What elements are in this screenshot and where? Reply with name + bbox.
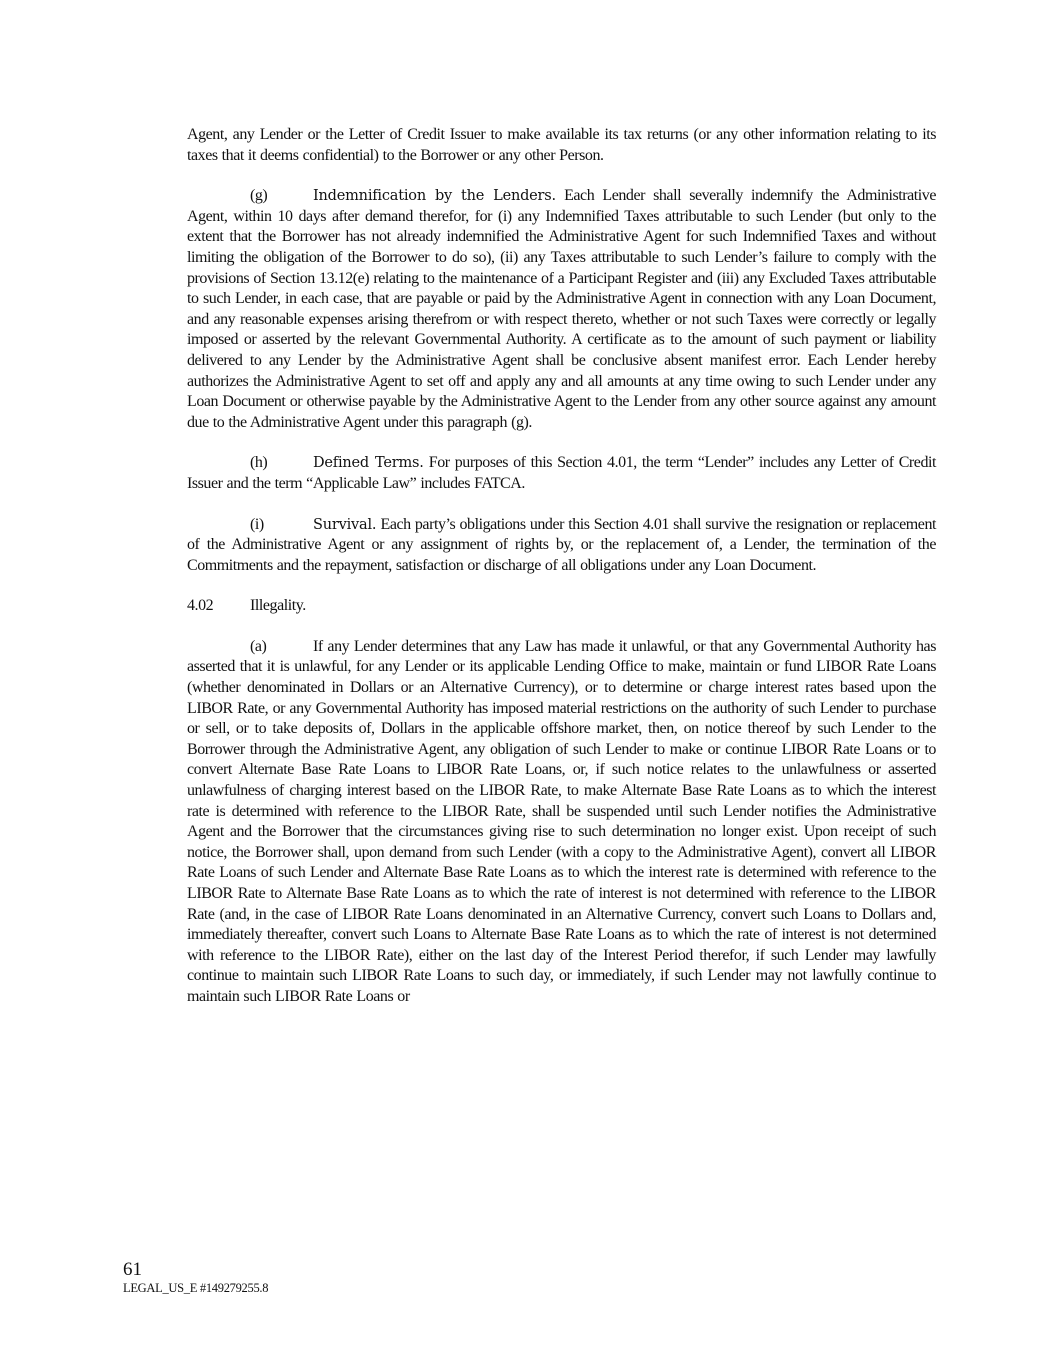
paragraph-text: For purposes of this Section 4.01, the term “Lender” includes any Letter of Credit Issuer and the term “Applicable Law” includes FATCA. [187, 454, 936, 492]
paragraph-heading: Indemnification by the Lenders. [313, 188, 556, 205]
paragraph-heading: Survival. [313, 516, 377, 533]
section-heading [187, 596, 936, 617]
paragraph-continuation: Agent, any Lender or the Letter of Credit Issuer to make available its tax returns (or any other information relating to its taxes that it deems confidential) to the Borrower or any other Person. [187, 126, 936, 164]
paragraph-label: (a) [250, 637, 267, 655]
paragraph-a [187, 637, 936, 1008]
paragraph-h [187, 453, 936, 494]
paragraph-i [187, 515, 936, 577]
section-number: 4.02 [187, 597, 214, 615]
document-body [187, 125, 936, 1028]
page-footer [123, 1260, 268, 1296]
paragraph-label: (i) [250, 515, 264, 533]
document-id: LEGAL_US_E #149279255.8 [123, 1281, 269, 1295]
paragraph-label: (h) [250, 454, 268, 472]
section-title: Illegality. [250, 597, 306, 615]
paragraph-text: If any Lender determines that any Law has made it unlawful, or that any Governmental Authority has asserted that it is unlawful, for any Lender or its applicable Lending Office to make, maintain or fund LIBOR Rate Loans (whether denominated in Dollars or an Alternative Currency), or to determine or charge interest rates based upon the LIBOR Rate, or any Governmental Authority has imposed material restrictions on the authority of such Lender to purchase or sell, or to take deposits of, Dollars in the applicable offshore market, then, on notice thereof by such Lender to the Borrower through the Administrative Agent, any obligation of such Lender to make or continue LIBOR Rate Loans or to convert Alternate Base Rate Loans to LIBOR Rate Loans, or, if such notice relates to the unlawfulness or asserted unlawfulness of charging interest based on the LIBOR Rate, to make Alternate Base Rate Loans as to which the interest rate is determined with reference to the LIBOR Rate, shall be suspended until such Lender notifies the Administrative Agent and the Borrower that the circumstances giving rise to such determination no longer exist. Upon receipt of such notice, the Borrower shall, upon demand from such Lender (with a copy to the Administrative Agent), convert all LIBOR Rate Loans of such Lender and Alternate Base Rate Loans as to which the interest rate is determined with reference to the LIBOR Rate to Alternate Base Rate Loans as to which the rate of interest is not determined with reference to the LIBOR Rate (and, in the case of LIBOR Rate Loans denominated in an Alternative Currency, convert such Loans to Dollars and, immediately thereafter, convert such Loans to Alternate Base Rate Loans as to which the rate of interest is not determined with reference to the LIBOR Rate), either on the last day of the Interest Period therefor, if such Lender may lawfully continue to maintain such LIBOR Rate Loans to such day, or immediately, if such Lender may not lawfully continue to maintain such LIBOR Rate Loans or [187, 637, 936, 1005]
page-number: 61 [123, 1259, 142, 1280]
paragraph-label: (g) [250, 187, 268, 205]
paragraph-heading: Defined Terms. [313, 455, 424, 472]
paragraph-g [187, 186, 936, 433]
paragraph-text: Each party’s obligations under this Section 4.01 shall survive the resignation or replacement of the Administrative Agent or any assignment of rights by, or the replacement of, a Lender, the termination of the Commitments and the repayment, satisfaction or discharge of all obligations under any Loan Document. [187, 515, 936, 574]
paragraph-text: Each Lender shall severally indemnify the Administrative Agent, within 10 days after demand therefor, for (i) any Indemnified Taxes attributable to such Lender (but only to the extent that the Borrower has not already indemnified the Administrative Agent for such Indemnified Taxes and without limiting the obligation of the Borrower to do so), (ii) any Taxes attributable to such Lender’s failure to comply with the provisions of Section 13.12(e) relating to the maintenance of a Participant Register and (iii) any Excluded Taxes attributable to such Lender, in each case, that are payable or paid by the Administrative Agent in connection with any Loan Document, and any reasonable expenses arising therefrom or with respect thereto, whether or not such Taxes were correctly or legally imposed or asserted by the relevant Governmental Authority. A certificate as to the amount of such payment or liability delivered to any Lender by the Administrative Agent shall be conclusive absent manifest error. Each Lender hereby authorizes the Administrative Agent to set off and apply any and all amounts at any time owing to such Lender under any Loan Document or otherwise payable by the Administrative Agent to the Lender from any other source against any amount due to the Administrative Agent under this paragraph (g). [187, 187, 936, 431]
